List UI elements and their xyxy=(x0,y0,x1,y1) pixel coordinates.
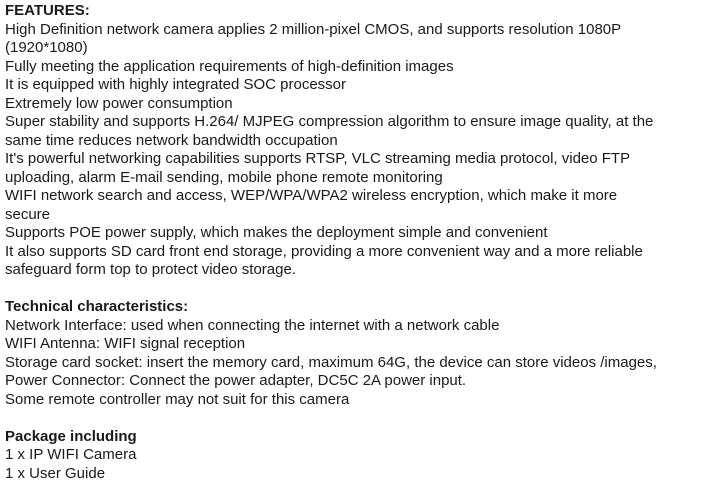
text-line: Extremely low power consumption xyxy=(5,95,707,114)
text-line: Storage card socket: insert the memory card, maximum 64G, the device can store videos /images, xyxy=(5,354,707,373)
text-line: It's powerful networking capabilities supports RTSP, VLC streaming media protocol, video FTP xyxy=(5,150,707,169)
text-line: Network Interface: used when connecting the internet with a network cable xyxy=(5,317,707,336)
package-including-heading: Package including xyxy=(5,428,707,447)
package-item: 1 x User Guide xyxy=(5,465,707,483)
package-item: 1 x IP WIFI Camera xyxy=(5,446,707,465)
text-line: Power Connector: Connect the power adapter, DC5C 2A power input. xyxy=(5,372,707,391)
section-technical-characteristics xyxy=(5,298,707,409)
technical-characteristics-heading: Technical characteristics: xyxy=(5,298,707,317)
text-line: Super stability and supports H.264/ MJPEG compression algorithm to ensure image quality, at the xyxy=(5,113,707,132)
section-package-including xyxy=(5,428,707,483)
text-line: It also supports SD card front end storage, providing a more convenient way and a more reliable xyxy=(5,243,707,262)
text-line: secure xyxy=(5,206,707,225)
text-line: same time reduces network bandwidth occupation xyxy=(5,132,707,151)
section-features xyxy=(5,2,707,280)
text-line: It is equipped with highly integrated SOC processor xyxy=(5,76,707,95)
text-line: Supports POE power supply, which makes the deployment simple and convenient xyxy=(5,224,707,243)
text-line: uploading, alarm E-mail sending, mobile phone remote monitoring xyxy=(5,169,707,188)
text-line: safeguard form top to protect video storage. xyxy=(5,261,707,280)
text-line: Fully meeting the application requirements of high-definition images xyxy=(5,58,707,77)
text-line: Some remote controller may not suit for this camera xyxy=(5,391,707,410)
features-heading: FEATURES: xyxy=(5,2,707,21)
text-line: WIFI Antenna: WIFI signal reception xyxy=(5,335,707,354)
text-line: WIFI network search and access, WEP/WPA/WPA2 wireless encryption, which make it more xyxy=(5,187,707,206)
text-line: (1920*1080) xyxy=(5,39,707,58)
text-line: High Definition network camera applies 2 million-pixel CMOS, and supports resolution 1080P xyxy=(5,21,707,40)
